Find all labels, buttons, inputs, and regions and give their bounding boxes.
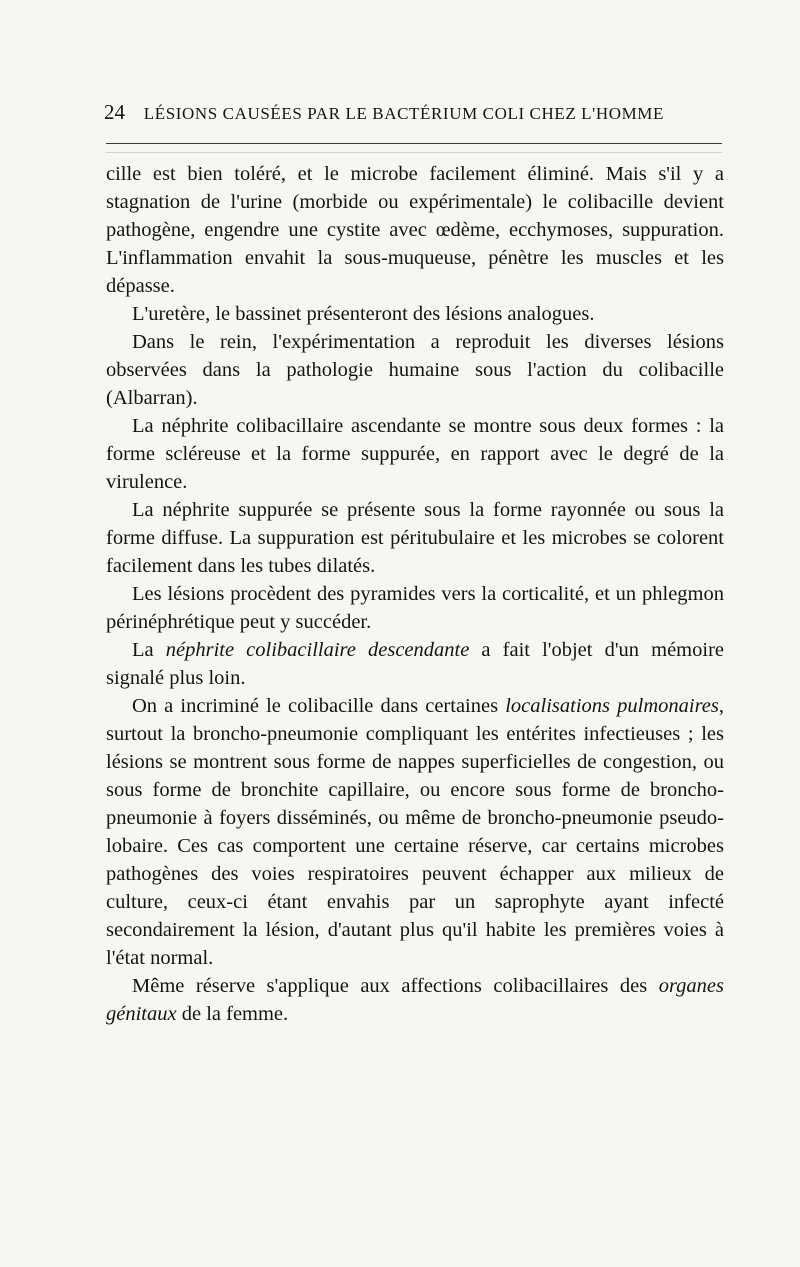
paragraph-nephrite-descendante <box>106 636 724 692</box>
paragraph-uretere: L'uretère, le bassinet présenteront des lésions analogues. <box>132 303 595 325</box>
paragraph-rein: Dans le rein, l'expérimentation a reproduit les diverses lésions observées dans la pathologie humaine sous l'action du colibacille (Albarran). <box>106 331 724 409</box>
paragraph-organes-genitaux <box>106 972 724 1028</box>
header-rule <box>106 143 722 144</box>
paragraph-continuation: cille est bien toléré, et le microbe facilement éliminé. Mais s'il y a stagnation de l'urine (morbide ou expérimentale) le colibacille devient pathogène, engendre une cystite avec œdème, ecchymoses, suppuration. L'inflammation envahit la sous-muqueuse, pénètre les muscles et les dépasse. <box>106 163 724 297</box>
page-number: 24 <box>104 100 125 124</box>
body-text <box>106 160 724 1028</box>
text-run: , surtout la broncho-pneumonie compliquant les entérites infectieuses ; les lésions se montrent sous forme de nappes superficielles de congestion, ou sous forme de bronchite capillaire, ou encore sous forme de broncho-pneumonie à foyers disséminés, ou même de broncho-pneumonie pseudo-lobaire. Ces cas comportent une certaine réserve, car certains microbes pathogènes des voies respiratoires peuvent échapper aux milieux de culture, ceux-ci étant envahis par un saprophyte ayant infecté secondairement la lésion, d'autant plus qu'il habite les premières voies à l'état normal. <box>106 695 724 969</box>
text-run: a fait l'objet d'un mémoire signalé plus loin. <box>106 639 724 689</box>
text-run: Même réserve s'applique aux affections colibacillaires des <box>132 975 659 997</box>
italic-term: néphrite colibacillaire descendante <box>165 639 470 661</box>
paragraph-nephrite-ascendante: La néphrite colibacillaire ascendante se montre sous deux formes : la forme scléreuse et la forme suppurée, en rapport avec le degré de la virulence. <box>106 415 724 493</box>
running-title: LÉSIONS CAUSÉES PAR LE BACTÉRIUM COLI CHEZ L'HOMME <box>143 104 665 123</box>
italic-term: localisations pulmonaires <box>505 695 719 717</box>
italic-term: organes génitaux <box>106 975 724 1025</box>
text-run: de la femme. <box>176 1003 289 1025</box>
text-run: La <box>132 639 166 661</box>
header-rule-shadow <box>106 152 722 153</box>
paragraph-lesions-pyramides: Les lésions procèdent des pyramides vers la corticalité, et un phlegmon périnéphrétique peut y succéder. <box>106 583 724 633</box>
paragraph-nephrite-suppuree: La néphrite suppurée se présente sous la forme rayonnée ou sous la forme diffuse. La suppuration est péritubulaire et les microbes se colorent facilement dans les tubes dilatés. <box>106 499 724 577</box>
text-run: On a incriminé le colibacille dans certaines <box>132 695 506 717</box>
paragraph-localisations-pulmonaires <box>106 692 724 972</box>
running-header <box>104 100 724 125</box>
